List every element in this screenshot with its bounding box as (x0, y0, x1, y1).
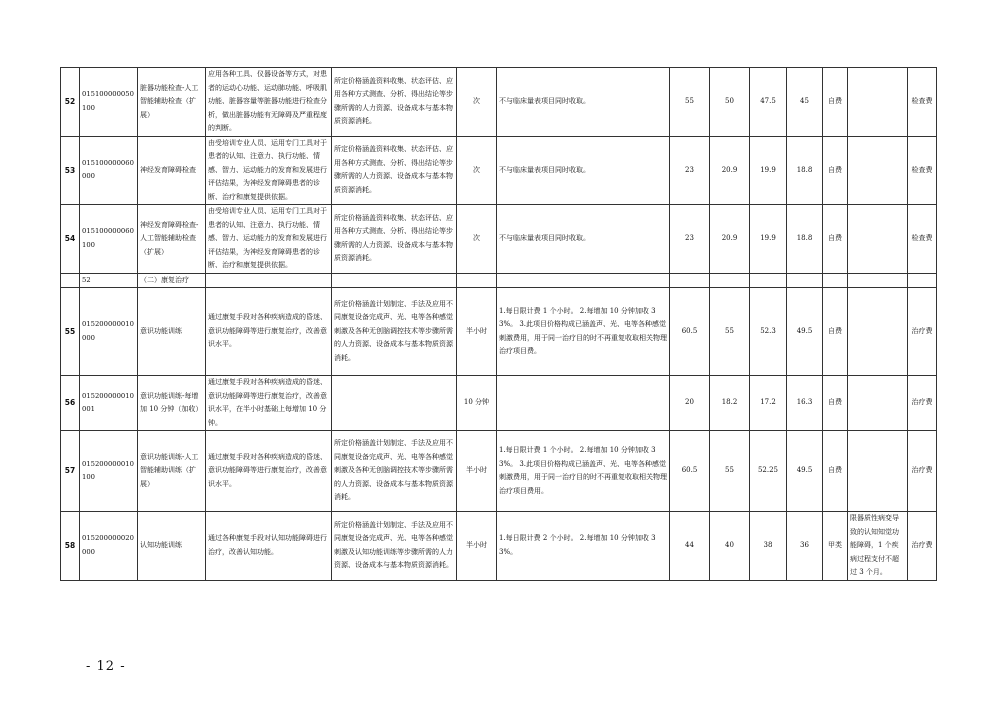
price-2: 55 (710, 288, 750, 376)
remark (848, 68, 908, 137)
item-code: 015100000060000 (80, 136, 138, 205)
fee-category: 治疗费 (908, 376, 937, 431)
note: 不与临床量表项目同时收取。 (497, 68, 670, 137)
item-name: 神经发育障碍检查 (138, 136, 206, 205)
item-content: 由受培训专业人员、运用专门工具对于患者的认知、注意力、执行功能、情感、智力、运动能力的发育和发展进行评估结果，为神经发育障碍患者的诊断、治疗和康复提供依据。 (206, 136, 332, 205)
cost-composition (332, 376, 457, 431)
item-name: 意识功能训练-人工智能辅助训练（扩展） (138, 431, 206, 512)
price-1: 20 (670, 376, 710, 431)
item-code: 015200000010001 (80, 376, 138, 431)
payment-category: 自费 (823, 136, 848, 205)
item-content: 通过康复手段对各种疾病造成的昏迷、意识功能障碍等进行康复治疗，改善意识水平。 (206, 431, 332, 512)
payment-category: 自费 (823, 205, 848, 274)
price-3: 52.25 (750, 431, 787, 512)
price-1: 44 (670, 512, 710, 581)
item-content: 应用各种工具、仪器设备等方式，对患者的运动心功能、运动肺功能、呼吸肌功能、脏器容量等脏器功能进行检查分析，做出脏器功能有无障碍及严重程度的判断。 (206, 68, 332, 137)
note (497, 376, 670, 431)
price-2: 40 (710, 512, 750, 581)
item-content: 通过康复手段对各种疾病造成的昏迷、意识功能障碍等进行康复治疗，改善意识水平，在半小时基础上每增加 10 分钟。 (206, 376, 332, 431)
price-2: 55 (710, 431, 750, 512)
item-name: 脏器功能检查-人工智能辅助检查（扩展） (138, 68, 206, 137)
item-name: 意识功能训练-每增加 10 分钟（加收） (138, 376, 206, 431)
price-3: 38 (750, 512, 787, 581)
item-code: 015200000020000 (80, 512, 138, 581)
payment-category: 甲类 (823, 512, 848, 581)
fee-category: 治疗费 (908, 288, 937, 376)
item-content: 通过康复手段对各种疾病造成的昏迷、意识功能障碍等进行康复治疗，改善意识水平。 (206, 288, 332, 376)
item-content: 通过各种康复手段对认知功能障碍进行治疗，改善认知功能。 (206, 512, 332, 581)
note: 不与临床量表项目同时收取。 (497, 205, 670, 274)
section-title: （二）康复治疗 (138, 273, 206, 288)
price-2: 50 (710, 68, 750, 137)
price-4: 36 (787, 512, 823, 581)
table-row (61, 376, 937, 431)
payment-category: 自费 (823, 431, 848, 512)
row-number: 53 (61, 136, 80, 205)
price-2: 18.2 (710, 376, 750, 431)
cost-composition: 所定价格涵盖资料收集、状态评估、应用各种方式测查、分析、得出结论等步骤所需的人力资源、设备成本与基本物质资源消耗。 (332, 136, 457, 205)
unit: 半小时 (457, 431, 497, 512)
row-number: 57 (61, 431, 80, 512)
price-2: 20.9 (710, 205, 750, 274)
price-1: 60.5 (670, 431, 710, 512)
fee-category: 检查费 (908, 136, 937, 205)
unit: 次 (457, 205, 497, 274)
price-4: 45 (787, 68, 823, 137)
price-1: 60.5 (670, 288, 710, 376)
table-row (61, 68, 937, 137)
unit: 次 (457, 136, 497, 205)
item-name: 神经发育障碍检查-人工智能辅助检查（扩展） (138, 205, 206, 274)
table-row (61, 205, 937, 274)
remark (848, 431, 908, 512)
table-row (61, 136, 937, 205)
price-4: 18.8 (787, 136, 823, 205)
price-4: 18.8 (787, 205, 823, 274)
row-number: 55 (61, 288, 80, 376)
price-3: 19.9 (750, 205, 787, 274)
row-number: 52 (61, 68, 80, 137)
section-code: 52 (80, 273, 138, 288)
price-4: 49.5 (787, 431, 823, 512)
remark: 限器质性病变导致的认知知觉功能障碍，1 个疾病过程支付不超过 3 个月。 (848, 512, 908, 581)
cost-composition: 所定价格涵盖资料收集、状态评估、应用各种方式测查、分析、得出结论等步骤所需的人力资源、设备成本与基本物质资源消耗。 (332, 205, 457, 274)
table-row (61, 288, 937, 376)
price-1: 23 (670, 205, 710, 274)
price-2: 20.9 (710, 136, 750, 205)
note: 1.每日限计费 1 个小时。 2.每增加 10 分钟加收 33%。 3.此项目价格构成已涵盖声、光、电等各种感觉刺激费用，用于同一治疗目的时不再重复收取相关物理治疗项目费用。 (497, 431, 670, 512)
price-3: 17.2 (750, 376, 787, 431)
note: 不与临床量表项目同时收取。 (497, 136, 670, 205)
item-code: 015100000060100 (80, 205, 138, 274)
table-row (61, 431, 937, 512)
price-3: 47.5 (750, 68, 787, 137)
fee-category: 检查费 (908, 205, 937, 274)
cost-composition: 所定价格涵盖计划制定、手法及应用不同康复设备完成声、光、电等各种感觉刺激及认知功能训练等步骤所需的人力资源、设备成本与基本物质资源消耗。 (332, 512, 457, 581)
fee-category: 治疗费 (908, 431, 937, 512)
note: 1.每日限计费 1 个小时。 2.每增加 10 分钟加收 33%。 3.此项目价格构成已涵盖声、光、电等各种感觉刺激费用，用于同一治疗目的时不再重复收取相关物理治疗项目费。 (497, 288, 670, 376)
price-1: 23 (670, 136, 710, 205)
fee-table (60, 67, 937, 581)
fee-category: 治疗费 (908, 512, 937, 581)
unit: 半小时 (457, 288, 497, 376)
section-row (61, 273, 937, 288)
price-3: 52.3 (750, 288, 787, 376)
row-number: 58 (61, 512, 80, 581)
cost-composition: 所定价格涵盖计划制定、手法及应用不同康复设备完成声、光、电等各种感觉刺激及各种无创脑调控技术等步骤所需的人力资源、设备成本与基本物质资源消耗。 (332, 431, 457, 512)
price-3: 19.9 (750, 136, 787, 205)
remark (848, 136, 908, 205)
item-name: 意识功能训练 (138, 288, 206, 376)
table-row (61, 512, 937, 581)
unit: 10 分钟 (457, 376, 497, 431)
item-code: 015100000050100 (80, 68, 138, 137)
remark (848, 288, 908, 376)
item-code: 015200000010000 (80, 288, 138, 376)
price-1: 55 (670, 68, 710, 137)
row-number: 56 (61, 376, 80, 431)
unit: 半小时 (457, 512, 497, 581)
remark (848, 205, 908, 274)
item-name: 认知功能训练 (138, 512, 206, 581)
cost-composition: 所定价格涵盖资料收集、状态评估、应用各种方式测查、分析、得出结论等步骤所需的人力资源、设备成本与基本物质资源消耗。 (332, 68, 457, 137)
payment-category: 自费 (823, 288, 848, 376)
page-number: - 12 - (86, 659, 126, 674)
item-code: 015200000010100 (80, 431, 138, 512)
cost-composition: 所定价格涵盖计划制定、手法及应用不同康复设备完成声、光、电等各种感觉刺激及各种无创脑调控技术等步骤所需的人力资源、设备成本与基本物质资源消耗。 (332, 288, 457, 376)
price-4: 16.3 (787, 376, 823, 431)
note: 1.每日限计费 2 个小时。 2.每增加 10 分钟加收 33%。 (497, 512, 670, 581)
remark (848, 376, 908, 431)
fee-category: 检查费 (908, 68, 937, 137)
price-4: 49.5 (787, 288, 823, 376)
payment-category: 自费 (823, 68, 848, 137)
unit: 次 (457, 68, 497, 137)
payment-category: 自费 (823, 376, 848, 431)
item-content: 由受培训专业人员、运用专门工具对于患者的认知、注意力、执行功能、情感、智力、运动能力的发育和发展进行评估结果，为神经发育障碍患者的诊断、治疗和康复提供依据。 (206, 205, 332, 274)
row-number: 54 (61, 205, 80, 274)
